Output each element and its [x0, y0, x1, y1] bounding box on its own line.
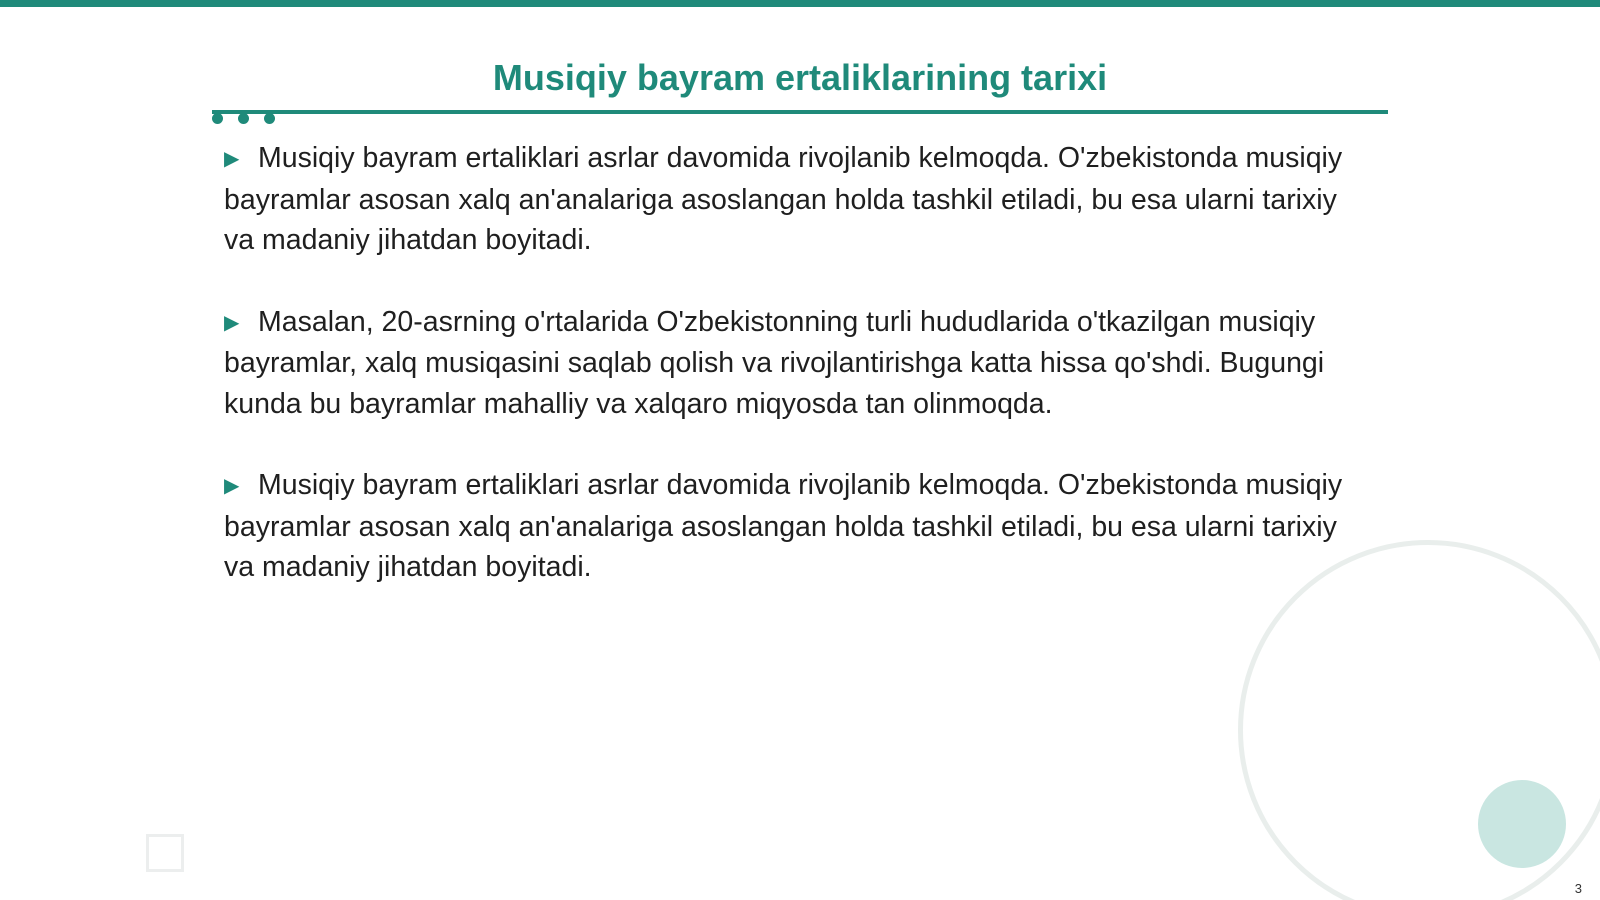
- triangle-right-icon: ▶: [224, 311, 240, 334]
- paragraph-text: Masalan, 20-asrning o'rtalarida O'zbekistonning turli hududlarida o'tkazilgan musiqiy bayramlar, xalq musiqasini saqlab qolish va rivojlantirishga katta hissa qo'shdi. Bugungi kunda bu bayramlar mahalliy va xalqaro miqyosda tan olinmoqda.: [224, 305, 1325, 420]
- decorative-dot: [264, 113, 275, 124]
- bullet-paragraph: [224, 138, 1364, 261]
- decorative-dot: [212, 113, 223, 124]
- slide-title: Musiqiy bayram ertaliklarining tarixi: [492, 57, 1108, 98]
- triangle-right-icon: ▶: [224, 148, 240, 170]
- bullet-paragraph: [224, 302, 1364, 425]
- decorative-circle: [1478, 780, 1566, 868]
- top-accent-bar: [0, 0, 1600, 7]
- bullet-paragraph: [224, 465, 1364, 588]
- decorative-square: [146, 834, 184, 872]
- paragraph-text: Musiqiy bayram ertaliklari asrlar davomida rivojlanib kelmoqda. O'zbekistonda musiqiy bayramlar asosan xalq an'analariga asoslangan holda tashkil etiladi, bu esa ularni tarixiy va madaniy jihatdan boyitadi.: [224, 142, 1343, 256]
- title-underline: [212, 110, 1388, 114]
- decorative-dot: [238, 113, 249, 124]
- page-number: 3: [1574, 881, 1582, 896]
- paragraph-text: Musiqiy bayram ertaliklari asrlar davomida rivojlanib kelmoqda. O'zbekistonda musiqiy bayramlar asosan xalq an'analariga asoslangan holda tashkil etiladi, bu esa ularni tarixiy va madaniy jihatdan boyitadi.: [224, 469, 1343, 583]
- bullet-list: [224, 138, 1364, 629]
- triangle-right-icon: ▶: [224, 475, 240, 497]
